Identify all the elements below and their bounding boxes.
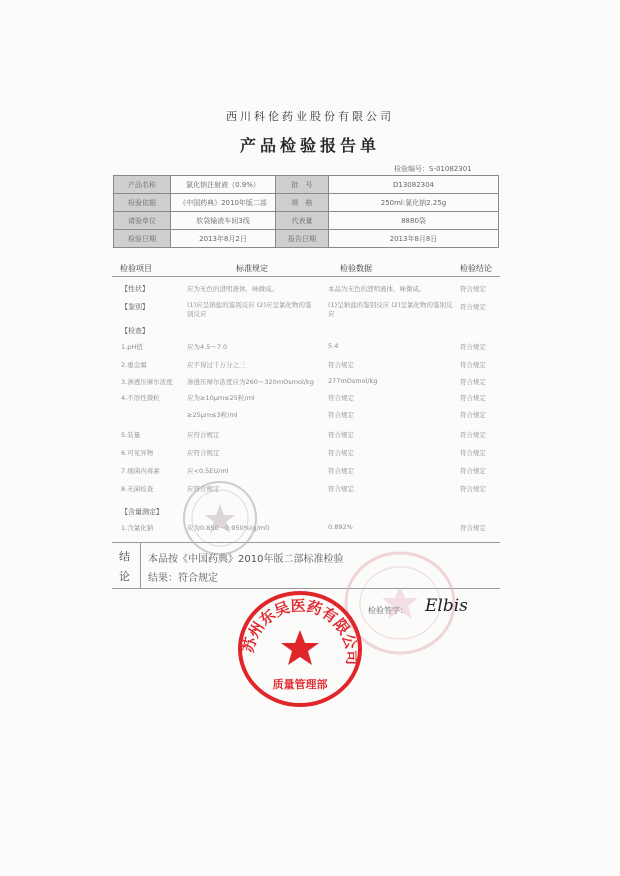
- row-item: 2.重金属: [121, 361, 147, 369]
- header-label: 规 格: [276, 194, 329, 212]
- header-value: 《中国药典》2010年版二部: [171, 194, 276, 212]
- row-data: 符合规定: [328, 449, 354, 457]
- red-company-seal: [235, 588, 365, 710]
- header-value: D13082304: [329, 176, 499, 194]
- row-item: 【鉴别】: [121, 303, 149, 311]
- row-item: 6.可见异物: [121, 449, 154, 457]
- row-standard: 应符合规定: [187, 485, 220, 493]
- col-head-result: 检验结论: [460, 264, 492, 273]
- row-group: 【检查】: [121, 327, 149, 335]
- row-standard: 应为0.850～0.950%(g/ml): [187, 524, 270, 532]
- header-label: 批 号: [276, 176, 329, 194]
- header-label: 请验单位: [114, 212, 171, 230]
- col-head-data: 检验数据: [340, 264, 372, 273]
- row-group: 【含量测定】: [121, 508, 163, 516]
- row-item: 8.无菌检查: [121, 485, 154, 493]
- row-standard: 应为无色的澄明液体，味微咸。: [187, 285, 278, 293]
- row-data: 符合规定: [328, 431, 354, 439]
- report-number: 检验编号：S-01082301: [394, 165, 472, 173]
- row-standard: 应为≥10μm≤25粒/ml: [187, 394, 255, 402]
- row-standard: 应不得过千万分之三: [187, 361, 246, 369]
- conclusion-text: 本品按《中国药典》2010年版二部标准检验: [148, 554, 344, 565]
- row-result: 符合规定: [460, 431, 486, 439]
- row-result: 符合规定: [460, 524, 486, 532]
- header-info-table: [113, 175, 499, 248]
- row-data: 符合规定: [328, 467, 354, 475]
- header-value: 氯化钠注射液（0.9%）: [171, 176, 276, 194]
- col-head-item: 检验项目: [120, 264, 152, 273]
- row-data: 0.892%: [328, 523, 353, 531]
- conclusion-result: 结果：符合规定: [148, 573, 218, 584]
- header-label: 产品名称: [114, 176, 171, 194]
- row-result: 符合规定: [460, 411, 486, 419]
- row-standard: 应符合规定: [187, 449, 220, 457]
- row-data: 本品为无色的澄明液体，味微咸。: [328, 285, 426, 293]
- col-head-standard: 标准规定: [236, 264, 268, 273]
- row-standard: 应符合规定: [187, 431, 220, 439]
- divider: [112, 542, 500, 543]
- row-item: 1.pH值: [121, 343, 143, 351]
- divider: [112, 276, 500, 277]
- header-label: 报告日期: [276, 230, 329, 248]
- inspector-signature: Elbis: [425, 596, 468, 616]
- faint-quality-stamp: [180, 478, 260, 558]
- conclusion-label: 论: [119, 570, 130, 583]
- header-row: [114, 212, 499, 230]
- row-item: 5.装量: [121, 431, 141, 439]
- row-data: 符合规定: [328, 411, 354, 419]
- row-item: 3.渗透压摩尔浓度: [121, 378, 173, 386]
- row-item: 【性状】: [121, 285, 149, 293]
- row-result: 符合规定: [460, 343, 486, 351]
- header-value: 2013年8月8日: [329, 230, 499, 248]
- row-result: 符合规定: [460, 285, 486, 293]
- report-title: 产品检验报告单: [239, 136, 380, 155]
- svg-text:苏州东吴医药有限公司: 苏州东吴医药有限公司: [239, 596, 362, 666]
- row-data: 符合规定: [328, 485, 354, 493]
- svg-text:质量管理部: 质量管理部: [272, 678, 328, 691]
- row-data: 符合规定: [328, 361, 354, 369]
- inspector-label: 检验签字：: [368, 606, 408, 615]
- divider: [140, 542, 141, 588]
- company-name: 西川科伦药业股份有限公司: [226, 110, 394, 123]
- row-standard: 应<0.5EU/ml: [187, 467, 229, 475]
- row-data: 277mOsmol/kg: [328, 377, 378, 385]
- row-item: 4.不溶性微粒: [121, 394, 160, 402]
- row-data: (1)呈钠盐的鉴别反应 (2)呈氯化物的鉴别反应: [328, 301, 453, 318]
- row-standard: ≥25μm≤3粒/ml: [187, 411, 238, 419]
- row-standard: 应为4.5～7.0: [187, 343, 228, 351]
- header-value: 250ml:氯化钠2.25g: [329, 194, 499, 212]
- header-value: 软袋输液车间3线: [171, 212, 276, 230]
- header-row: [114, 230, 499, 248]
- row-result: 符合规定: [460, 378, 486, 386]
- row-result: 符合规定: [460, 449, 486, 457]
- row-item: 7.细菌内毒素: [121, 467, 160, 475]
- header-value: 2013年8月2日: [171, 230, 276, 248]
- row-data: 符合规定: [328, 394, 354, 402]
- row-result: 符合规定: [460, 467, 486, 475]
- header-label: 检验日期: [114, 230, 171, 248]
- row-data: 5.4: [328, 342, 339, 350]
- row-result: 符合规定: [460, 485, 486, 493]
- row-standard: 渗透压摩尔浓度应为260～320mOsmol/kg: [187, 378, 314, 386]
- conclusion-label: 结: [119, 550, 130, 563]
- header-label: 代表量: [276, 212, 329, 230]
- header-label: 检验依据: [114, 194, 171, 212]
- row-result: 符合规定: [460, 303, 486, 311]
- header-row: [114, 194, 499, 212]
- row-result: 符合规定: [460, 361, 486, 369]
- row-result: 符合规定: [460, 394, 486, 402]
- header-row: [114, 176, 499, 194]
- row-standard: (1)应呈钠盐的鉴别反应 (2)应呈氯化物的鉴别反应: [187, 301, 312, 318]
- header-value: 8880袋: [329, 212, 499, 230]
- row-item: 1.含氯化钠: [121, 524, 154, 532]
